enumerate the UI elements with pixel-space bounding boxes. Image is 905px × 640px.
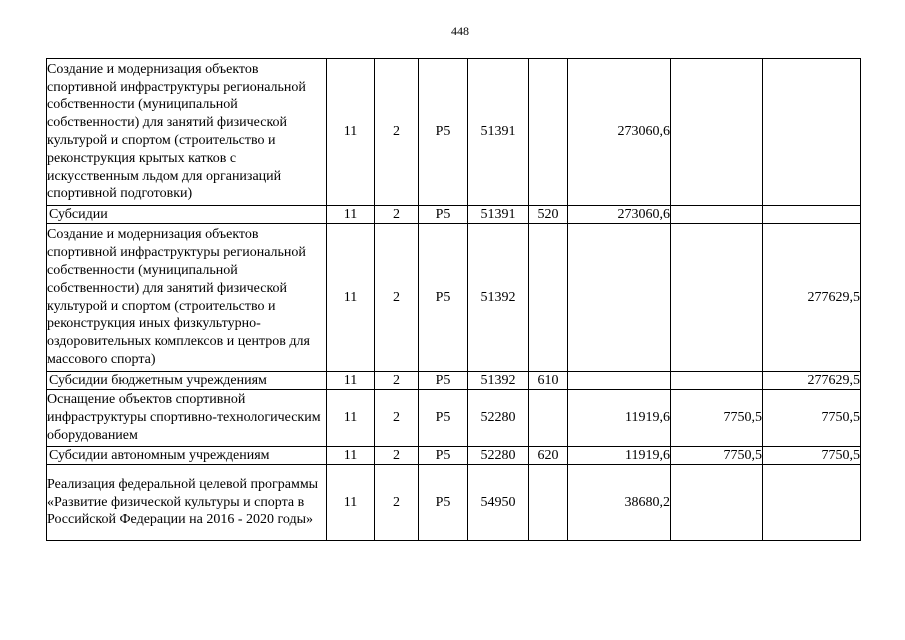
table-row bbox=[47, 206, 861, 224]
item-name-cell: Оснащение объектов спортивной инфраструктуры спортивно-технологическим оборудованием bbox=[47, 390, 327, 447]
item-name-cell: Создание и модернизация объектов спортивной инфраструктуры региональной собственности (муниципальной собственности) для занятий физической культурой и спортом (строительство и реконструкция иных физкультурно-оздоровительных комплексов и центров для массового спорта) bbox=[47, 224, 327, 372]
table-row bbox=[47, 390, 861, 447]
item-name-cell: Субсидии бюджетным учреждениям bbox=[47, 372, 327, 390]
amount-2-cell: 7750,5 bbox=[671, 447, 763, 465]
expense-type-cell: 520 bbox=[529, 206, 568, 224]
amount-2-cell bbox=[671, 372, 763, 390]
amount-3-cell: 277629,5 bbox=[763, 372, 861, 390]
table-row bbox=[47, 224, 861, 372]
subsection-code-cell: 2 bbox=[375, 206, 419, 224]
item-name-cell: Субсидии автономным учреждениям bbox=[47, 447, 327, 465]
amount-1-cell: 273060,6 bbox=[568, 59, 671, 206]
table-row bbox=[47, 372, 861, 390]
subsection-code-cell: 2 bbox=[375, 59, 419, 206]
subsection-code-cell: 2 bbox=[375, 224, 419, 372]
expense-type-cell: 620 bbox=[529, 447, 568, 465]
amount-2-cell bbox=[671, 224, 763, 372]
expense-type-cell bbox=[529, 465, 568, 541]
amount-1-cell bbox=[568, 372, 671, 390]
amount-1-cell bbox=[568, 224, 671, 372]
section-code-cell: 11 bbox=[327, 447, 375, 465]
table-row bbox=[47, 465, 861, 541]
section-code-cell: 11 bbox=[327, 465, 375, 541]
amount-2-cell bbox=[671, 59, 763, 206]
amount-2-cell bbox=[671, 465, 763, 541]
section-code-cell: 11 bbox=[327, 224, 375, 372]
section-code-cell: 11 bbox=[327, 59, 375, 206]
target-direction-cell: 51392 bbox=[468, 224, 529, 372]
subsection-code-cell: 2 bbox=[375, 390, 419, 447]
amount-1-cell: 273060,6 bbox=[568, 206, 671, 224]
target-direction-cell: 52280 bbox=[468, 390, 529, 447]
target-program-cell: Р5 bbox=[419, 465, 468, 541]
page-number: 448 bbox=[451, 24, 469, 38]
section-code-cell: 11 bbox=[327, 390, 375, 447]
amount-2-cell: 7750,5 bbox=[671, 390, 763, 447]
target-direction-cell: 51391 bbox=[468, 59, 529, 206]
item-name-cell: Реализация федеральной целевой программы «Развитие физической культуры и спорта в Российской Федерации на 2016 - 2020 годы» bbox=[47, 465, 327, 541]
amount-3-cell bbox=[763, 465, 861, 541]
amount-3-cell bbox=[763, 59, 861, 206]
table-row bbox=[47, 447, 861, 465]
amount-2-cell bbox=[671, 206, 763, 224]
amount-1-cell: 38680,2 bbox=[568, 465, 671, 541]
section-code-cell: 11 bbox=[327, 372, 375, 390]
target-direction-cell: 52280 bbox=[468, 447, 529, 465]
subsection-code-cell: 2 bbox=[375, 447, 419, 465]
subsection-code-cell: 2 bbox=[375, 372, 419, 390]
target-program-cell: Р5 bbox=[419, 447, 468, 465]
amount-1-cell: 11919,6 bbox=[568, 447, 671, 465]
amount-3-cell: 7750,5 bbox=[763, 447, 861, 465]
expense-type-cell bbox=[529, 59, 568, 206]
target-direction-cell: 54950 bbox=[468, 465, 529, 541]
target-program-cell: Р5 bbox=[419, 372, 468, 390]
target-program-cell: Р5 bbox=[419, 390, 468, 447]
expense-type-cell bbox=[529, 224, 568, 372]
amount-1-cell: 11919,6 bbox=[568, 390, 671, 447]
target-program-cell: Р5 bbox=[419, 224, 468, 372]
section-code-cell: 11 bbox=[327, 206, 375, 224]
table-row bbox=[47, 59, 861, 206]
amount-3-cell: 277629,5 bbox=[763, 224, 861, 372]
budget-table bbox=[46, 58, 861, 541]
item-name-cell: Создание и модернизация объектов спортивной инфраструктуры региональной собственности (муниципальной собственности) для занятий физической культурой и спортом (строительство и реконструкция крытых катков с искусственным льдом для организаций спортивной подготовки) bbox=[47, 59, 327, 206]
target-program-cell: Р5 bbox=[419, 206, 468, 224]
amount-3-cell bbox=[763, 206, 861, 224]
target-direction-cell: 51392 bbox=[468, 372, 529, 390]
expense-type-cell bbox=[529, 390, 568, 447]
expense-type-cell: 610 bbox=[529, 372, 568, 390]
target-program-cell: Р5 bbox=[419, 59, 468, 206]
item-name-cell: Субсидии bbox=[47, 206, 327, 224]
target-direction-cell: 51391 bbox=[468, 206, 529, 224]
amount-3-cell: 7750,5 bbox=[763, 390, 861, 447]
subsection-code-cell: 2 bbox=[375, 465, 419, 541]
